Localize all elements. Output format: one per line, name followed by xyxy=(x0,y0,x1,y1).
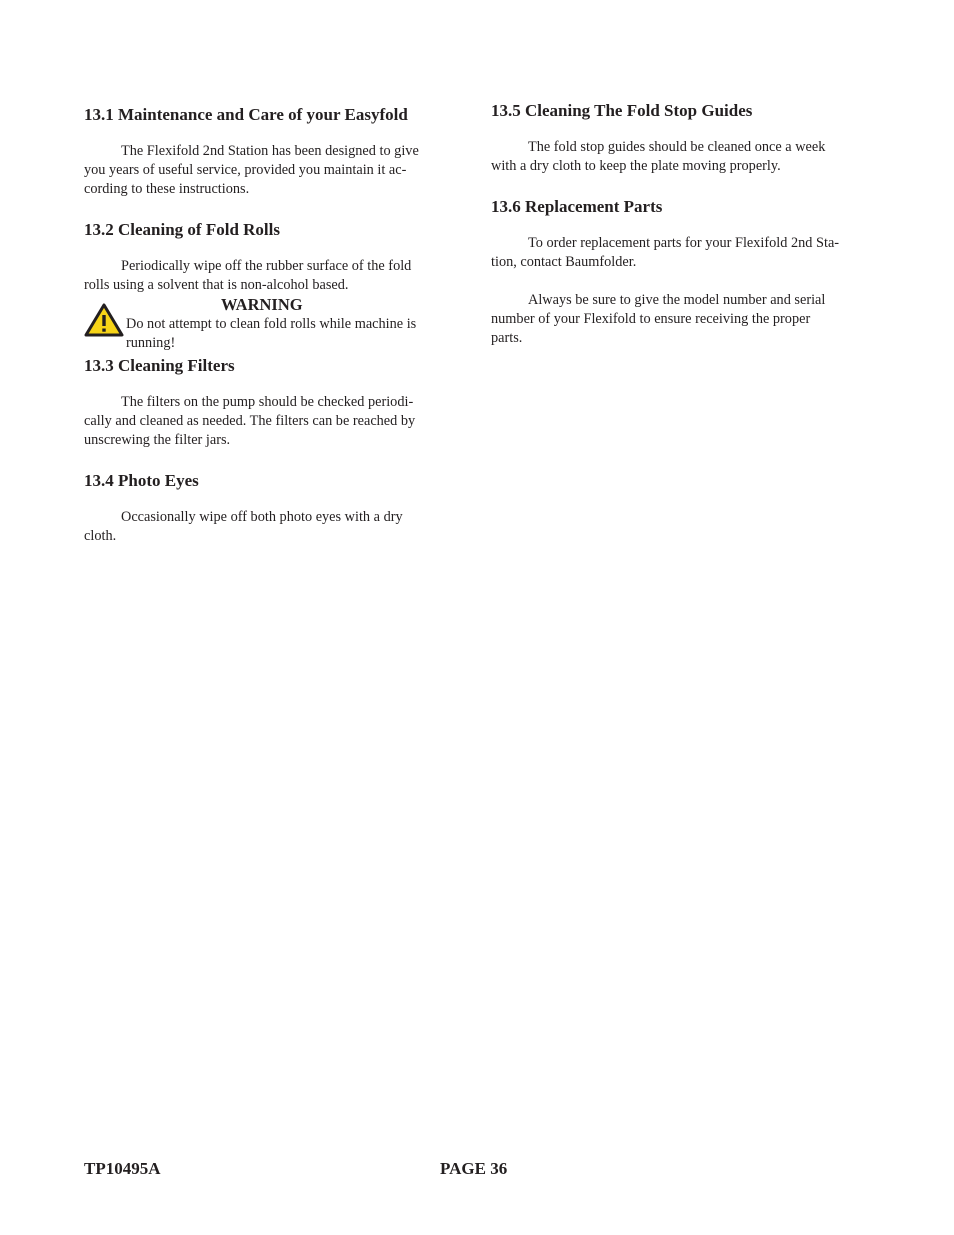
section-heading: 13.1 Maintenance and Care of your Easyfold xyxy=(84,105,408,124)
text-line: Do not attempt to clean fold rolls while machine is xyxy=(126,316,417,332)
section-heading: 13.4 Photo Eyes xyxy=(84,471,199,490)
text-line: you years of useful service, provided you maintain it ac- xyxy=(84,162,407,178)
footer-doc-number: TP10495A xyxy=(84,1159,161,1178)
section-heading: 13.6 Replacement Parts xyxy=(491,197,663,216)
section-13-6 xyxy=(491,196,871,348)
text-line: cloth. xyxy=(84,528,117,544)
text-line: The fold stop guides should be cleaned once a week xyxy=(528,139,826,155)
text-line: Periodically wipe off the rubber surface of the fold xyxy=(121,258,412,274)
section-13-5 xyxy=(491,100,871,176)
text-line: Occasionally wipe off both photo eyes with a dry xyxy=(121,509,403,525)
text-line: tion, contact Baumfolder. xyxy=(491,254,637,270)
text-line: running! xyxy=(126,335,176,351)
paragraph xyxy=(84,393,452,450)
text-line: The Flexifold 2nd Station has been designed to give xyxy=(121,143,419,159)
text-line: cally and cleaned as needed. The filters can be reached by xyxy=(84,413,416,429)
text-line: The filters on the pump should be checked periodi- xyxy=(121,394,414,410)
left-column xyxy=(84,104,452,566)
section-13-1 xyxy=(84,104,452,199)
paragraph xyxy=(491,234,871,272)
section-13-2 xyxy=(84,219,452,353)
paragraph xyxy=(84,142,452,199)
right-column xyxy=(491,100,871,368)
section-13-4 xyxy=(84,470,452,546)
text-line: unscrewing the filter jars. xyxy=(84,432,231,448)
section-heading: 13.3 Cleaning Filters xyxy=(84,356,235,375)
text-line: To order replacement parts for your Flexifold 2nd Sta- xyxy=(528,235,840,251)
warning-title: WARNING xyxy=(221,295,303,314)
section-heading: 13.5 Cleaning The Fold Stop Guides xyxy=(491,101,753,120)
warning-triangle-icon xyxy=(84,303,124,337)
section-13-3 xyxy=(84,355,452,450)
footer-page-number: PAGE 36 xyxy=(440,1159,508,1178)
warning-text xyxy=(126,315,456,353)
text-line: parts. xyxy=(491,330,523,346)
paragraph xyxy=(84,257,452,295)
text-line: cording to these instructions. xyxy=(84,181,250,197)
paragraph xyxy=(491,291,871,348)
text-line: rolls using a solvent that is non-alcohol based. xyxy=(84,277,349,293)
warning-box xyxy=(84,295,452,353)
section-heading: 13.2 Cleaning of Fold Rolls xyxy=(84,220,280,239)
text-line: with a dry cloth to keep the plate moving properly. xyxy=(491,158,781,174)
paragraph xyxy=(491,138,871,176)
text-line: number of your Flexifold to ensure receiving the proper xyxy=(491,311,811,327)
paragraph xyxy=(84,508,452,546)
text-line: Always be sure to give the model number and serial xyxy=(528,292,826,308)
